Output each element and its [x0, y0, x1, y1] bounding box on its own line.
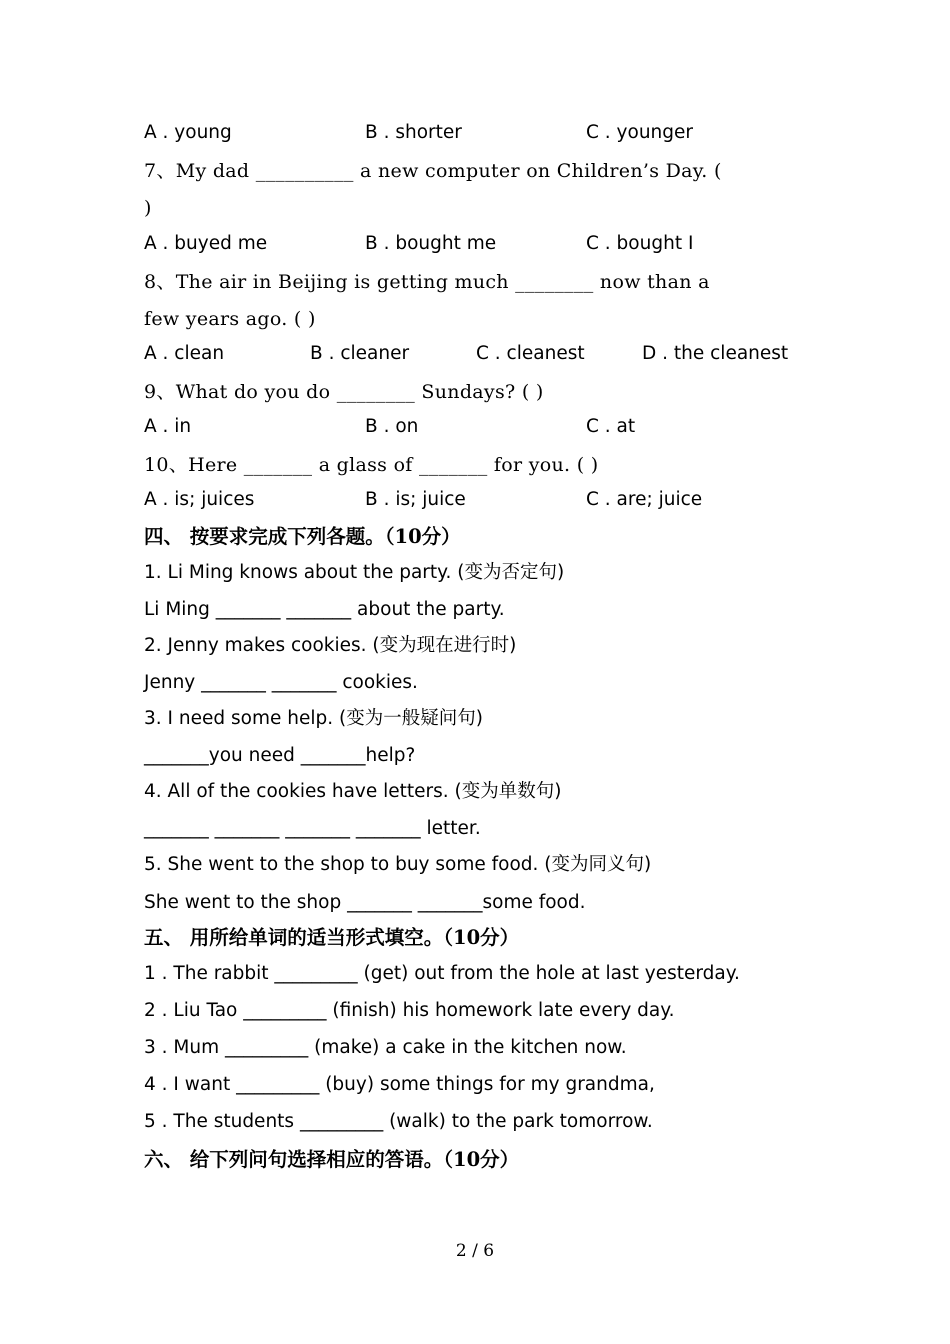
section4-item5-answer: She went to the shop _______ _______some food. — [144, 892, 586, 913]
q10-option-c: C . are; juice — [586, 489, 703, 510]
q8-line1: 8、The air in Beijing is getting much ________ now than a — [144, 271, 710, 293]
section4-item5-question: 5. She went to the shop to buy some food. (变为同义句) — [144, 854, 652, 875]
q7-option-a: A . buyed me — [144, 233, 268, 254]
section6-heading: 六、 给下列问句选择相应的答语。（10分） — [144, 1148, 520, 1171]
section4-item2-question: 2. Jenny makes cookies. (变为现在进行时) — [144, 635, 517, 656]
page-number: 2 / 6 — [455, 1241, 495, 1261]
q8-option-c: C . cleanest — [476, 343, 585, 364]
section5-item3: 3 . Mum _________ (make) a cake in the kitchen now. — [144, 1037, 627, 1058]
q8-option-d: D . the cleanest — [642, 343, 789, 364]
section4-item3-question: 3. I need some help. (变为一般疑问句) — [144, 708, 483, 729]
q7-option-b: B . bought me — [365, 233, 497, 254]
section4-heading: 四、 按要求完成下列各题。（10分） — [144, 525, 461, 548]
q8-option-a: A . clean — [144, 343, 225, 364]
q7-line2: ) — [144, 197, 152, 219]
section5-heading: 五、 用所给单词的适当形式填空。（10分） — [144, 926, 520, 949]
q7-line1: 7、My dad __________ a new computer on Children’s Day. ( — [144, 160, 722, 182]
q6-option-c: C . younger — [586, 122, 694, 143]
q6-option-a: A . young — [144, 122, 232, 143]
q8-option-b: B . cleaner — [310, 343, 410, 364]
q10-line1: 10、Here _______ a glass of _______ for you. ( ) — [144, 454, 599, 476]
section5-item4: 4 . I want _________ (buy) some things for my grandma, — [144, 1074, 655, 1095]
q9-option-c: C . at — [586, 416, 636, 437]
section5-item2: 2 . Liu Tao _________ (finish) his homework late every day. — [144, 1000, 675, 1021]
q9-option-b: B . on — [365, 416, 419, 437]
section5-item5: 5 . The students _________ (walk) to the park tomorrow. — [144, 1111, 653, 1132]
q10-option-b: B . is; juice — [365, 489, 466, 510]
q9-option-a: A . in — [144, 416, 192, 437]
section4-item1-answer: Li Ming _______ _______ about the party. — [144, 599, 505, 620]
q7-option-c: C . bought I — [586, 233, 694, 254]
section4-item4-question: 4. All of the cookies have letters. (变为单数句) — [144, 781, 562, 802]
q10-option-a: A . is; juices — [144, 489, 255, 510]
section4-item2-answer: Jenny _______ _______ cookies. — [144, 672, 418, 693]
section4-item1-question: 1. Li Ming knows about the party. (变为否定句) — [144, 562, 565, 583]
q6-option-b: B . shorter — [365, 122, 462, 143]
section4-item4-answer: _______ _______ _______ _______ letter. — [144, 818, 481, 839]
q9-line1: 9、What do you do ________ Sundays? ( ) — [144, 381, 544, 403]
section4-item3-answer: _______you need _______help? — [144, 745, 416, 766]
section5-item1: 1 . The rabbit _________ (get) out from the hole at last yesterday. — [144, 963, 740, 984]
q8-line2: few years ago. ( ) — [144, 308, 316, 330]
